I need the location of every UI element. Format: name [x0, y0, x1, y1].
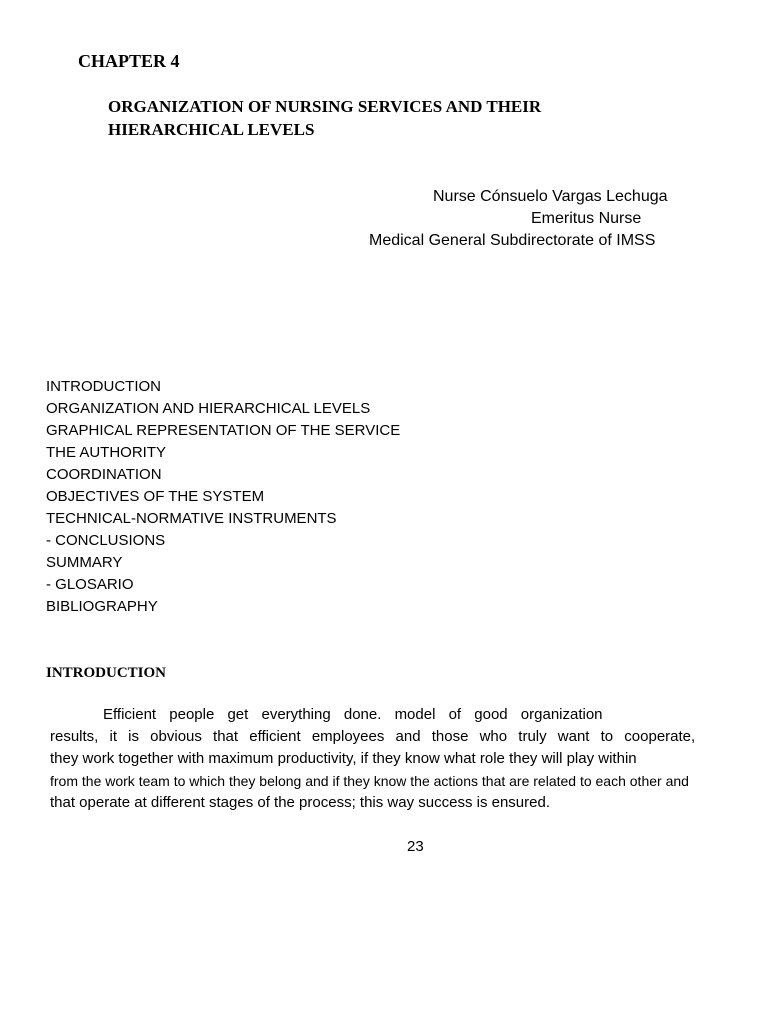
paragraph-line: from the work team to which they belong and if they know the actions that are related to each other and [50, 773, 689, 789]
toc-item: BIBLIOGRAPHY [46, 598, 158, 615]
toc-item: ORGANIZATION AND HIERARCHICAL LEVELS [46, 400, 371, 417]
toc-item: TECHNICAL-NORMATIVE INSTRUMENTS [46, 510, 337, 527]
toc-item: COORDINATION [46, 466, 162, 483]
paragraph-line: they work together with maximum productivity, if they know what role they will play within [50, 750, 637, 767]
toc-item: SUMMARY [46, 554, 123, 571]
toc-item: OBJECTIVES OF THE SYSTEM [46, 488, 265, 505]
toc-item: THE AUTHORITY [46, 444, 167, 461]
table-of-contents [46, 376, 400, 618]
toc-item: - CONCLUSIONS [46, 532, 166, 549]
chapter-title [108, 95, 541, 141]
paragraph-line: Efficient people get everything done. model of good organization [103, 706, 603, 723]
page-number: 23 [407, 838, 424, 855]
toc-item: INTRODUCTION [46, 378, 161, 395]
author-affiliation: Medical General Subdirectorate of IMSS [369, 232, 656, 249]
paragraph-line: that operate at different stages of the process; this way success is ensured. [50, 794, 550, 811]
toc-item: GRAPHICAL REPRESENTATION OF THE SERVICE [46, 422, 401, 439]
chapter-heading: CHAPTER 4 [78, 51, 180, 71]
author-role: Emeritus Nurse [531, 210, 642, 227]
introduction-heading: INTRODUCTION [46, 665, 167, 681]
paragraph-line: results, it is obvious that efficient employees and those who truly want to cooperate, [50, 728, 696, 745]
toc-item: - GLOSARIO [46, 576, 134, 593]
chapter-title-line: HIERARCHICAL LEVELS [108, 120, 315, 139]
chapter-title-line: ORGANIZATION OF NURSING SERVICES AND THEIR [108, 97, 542, 116]
author-name: Nurse Cónsuelo Vargas Lechuga [433, 188, 668, 205]
